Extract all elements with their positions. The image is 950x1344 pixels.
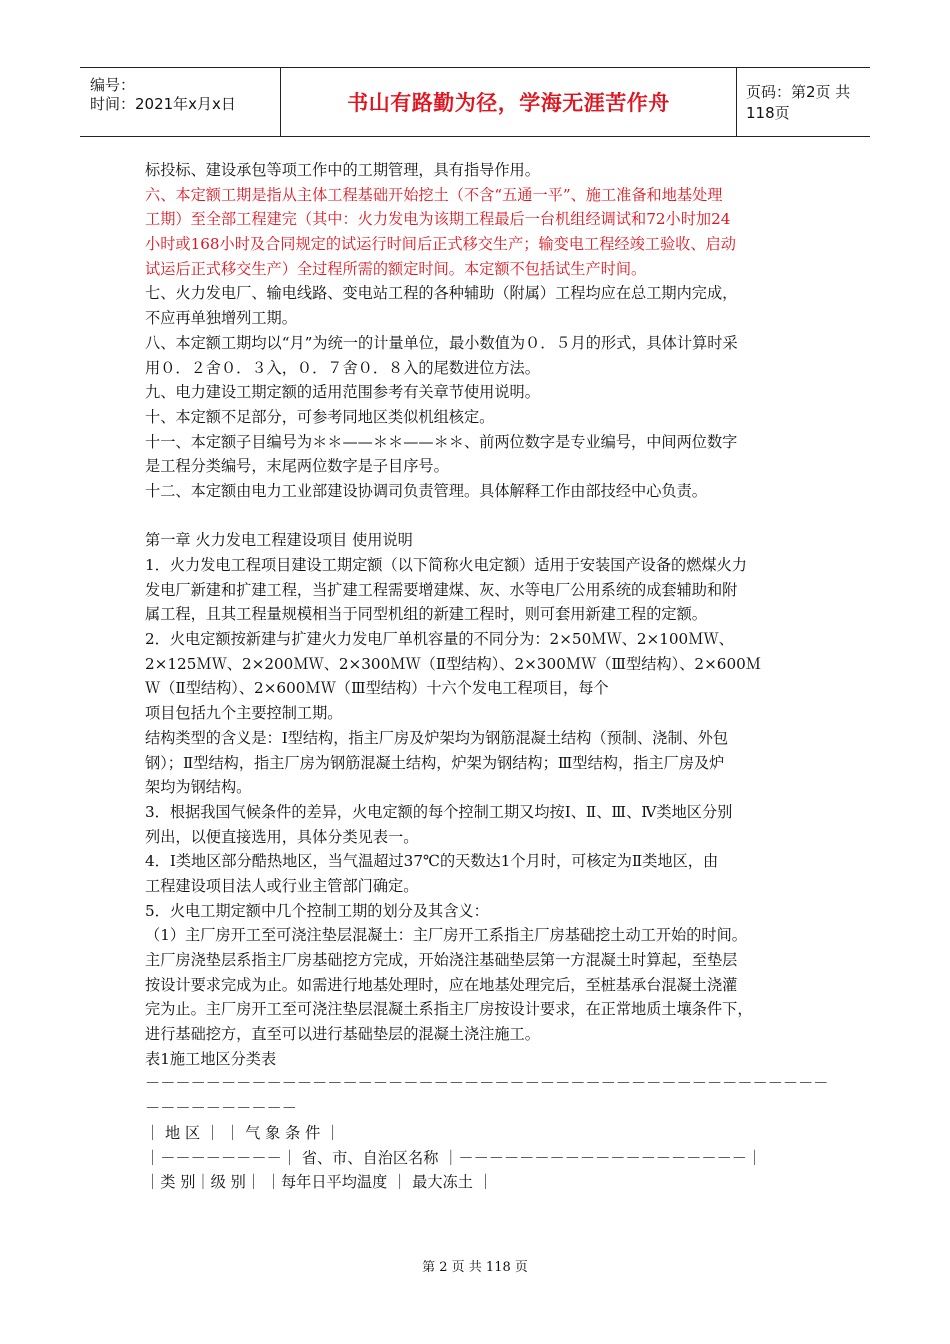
text-line: 标投标、建设承包等项工作中的工期管理，具有指导作用。: [145, 161, 540, 179]
text-line: 按设计要求完成为止。如需进行地基处理时，应在地基处理完后，至桩基承台混凝土浇灌: [145, 975, 738, 994]
text-line: 主厂房浇垫层系指主厂房基础挖方完成，开始浇注基础垫层第一方混凝土时算起，至垫层: [145, 951, 738, 969]
text-line: －－－－－－－－－－－－－－－－－－－－－－－－－－－－－－－－－－－－－－－－－－－－－: [145, 1074, 829, 1093]
text-line: 2×125ＭＷ、2×200ＭＷ、2×300ＭＷ（Ⅱ型结构）、2×300ＭＷ（Ⅲ型结构）、2×600Ｍ: [145, 654, 761, 673]
text-line: 工期）至全部工程建完（其中：火力发电为该期工程最后一台机组经调试和72小时加24: [145, 210, 731, 229]
text-line: Ｗ（Ⅱ型结构）、2×600ＭＷ（Ⅲ型结构）十六个发电工程项目，每个: [145, 679, 609, 698]
text-line: （1）主厂房开工至可浇注垫层混凝土：主厂房开工系指主厂房基础挖土动工开始的时间。: [145, 926, 747, 945]
text-line: －－－－－－－－－－: [145, 1099, 297, 1118]
text-line: 九、电力建设工期定额的适用范围参考有关章节使用说明。: [145, 383, 540, 402]
text-line: 进行基础挖方，直至可以进行基础垫层的混凝土浇注施工。: [145, 1025, 540, 1044]
doc-date-label: 时间：2021年x月x日: [90, 95, 236, 113]
header-motto: 书山有路勤为径，学海无涯苦作舟: [347, 91, 670, 115]
text-line: [145, 504, 825, 529]
text-line: 4．Ⅰ类地区部分酷热地区，当气温超过37℃的天数达1个月时，可核定为Ⅱ类地区，由: [145, 852, 719, 871]
text-line: 十一、本定额子目编号为＊＊——＊＊——＊＊、前两位数字是专业编号，中间两位数字: [145, 432, 738, 451]
text-line: 不应再单独增列工期。: [145, 309, 297, 328]
document-body: [145, 158, 829, 1195]
text-line: 1．火力发电工程项目建设工期定额（以下简称火电定额）适用于安装国产设备的燃煤火力: [145, 556, 747, 574]
text-line: ｜ 地 区 ｜ ｜ 气 象 条 件 ｜: [145, 1123, 341, 1142]
text-line: 3．根据我国气候条件的差异，火电定额的每个控制工期又均按Ⅰ、Ⅱ、Ⅲ、Ⅳ类地区分别: [145, 802, 733, 821]
text-line: 完为止。主厂房开工至可浇注垫层混凝土系指主厂房按设计要求，在正常地质土壤条件下，: [145, 1000, 753, 1019]
header-page-cell: [738, 68, 870, 136]
text-line: 用０．２舍０．３入，０．７舍０．８入的尾数进位方法。: [145, 358, 540, 377]
text-line: ｜－－－－－－－－｜ 省、市、自治区名称 ｜－－－－－－－－－－－－－－－－－－－｜: [145, 1148, 763, 1167]
text-line: 六、本定额工期是指从主体工程基础开始挖土（不含“五通一平”、施工准备和地基处理: [145, 185, 723, 204]
text-line: 2．火电定额按新建与扩建火力发电厂单机容量的不同分为：2×50ＭＷ、2×100ＭＷ、: [145, 630, 734, 649]
text-line: 5．火电工期定额中几个控制工期的划分及其含义：: [145, 901, 489, 920]
text-line: 十二、本定额由电力工业部建设协调司负责管理。具体解释工作由部技经中心负责。: [145, 481, 707, 500]
header-meta-cell: [80, 68, 281, 136]
text-line: 架均为钢结构。: [145, 778, 252, 797]
header-motto-cell: [281, 68, 737, 136]
text-line: 表1施工地区分类表: [145, 1049, 277, 1068]
text-line: 项目包括九个主要控制工期。: [145, 704, 343, 723]
text-line: ｜类 别｜级 别｜ ｜每年日平均温度 ｜ 最大冻土 ｜: [145, 1173, 493, 1192]
doc-code-label: 编号：: [90, 76, 136, 94]
text-line: 小时或168小时及合同规定的试运行时间后正式移交生产；输变电工程经竣工验收、启动: [145, 235, 736, 254]
text-line: 列出，以便直接选用，具体分类见表一。: [145, 827, 419, 846]
text-line: 是工程分类编号，末尾两位数字是子目序号。: [145, 457, 449, 476]
text-line: 七、火力发电厂、输电线路、变电站工程的各种辅助（附属）工程均应在总工期内完成，: [145, 284, 738, 303]
text-line: 结构类型的含义是：Ⅰ型结构，指主厂房及炉架均为钢筋混凝土结构（预制、浇制、外包: [145, 728, 729, 747]
page-footer: 第 2 页 共 118 页: [422, 1260, 528, 1275]
text-line: 十、本定额不足部分，可参考同地区类似机组核定。: [145, 407, 495, 426]
text-line: 第一章 火力发电工程建设项目 使用说明: [145, 531, 413, 550]
text-line: 工程建设项目法人或行业主管部门确定。: [145, 876, 419, 895]
text-line: 试运后正式移交生产）全过程所需的额定时间。本定额不包括试生产时间。: [145, 259, 647, 278]
header-page-info: 页码：第2页 共118页: [746, 83, 851, 122]
page-header: [80, 67, 870, 137]
text-line: 属工程，且其工程量规模相当于同型机组的新建工程时，则可套用新建工程的定额。: [145, 605, 707, 624]
text-line: 八、本定额工期均以“月”为统一的计量单位，最小数值为０．５月的形式，具体计算时采: [145, 333, 738, 352]
text-line: 发电厂新建和扩建工程，当扩建工程需要增建煤、灰、水等电厂公用系统的成套辅助和附: [145, 580, 738, 599]
text-line: 钢）；Ⅱ型结构，指主厂房为钢筋混凝土结构，炉架为钢结构；Ⅲ型结构，指主厂房及炉: [145, 753, 725, 772]
